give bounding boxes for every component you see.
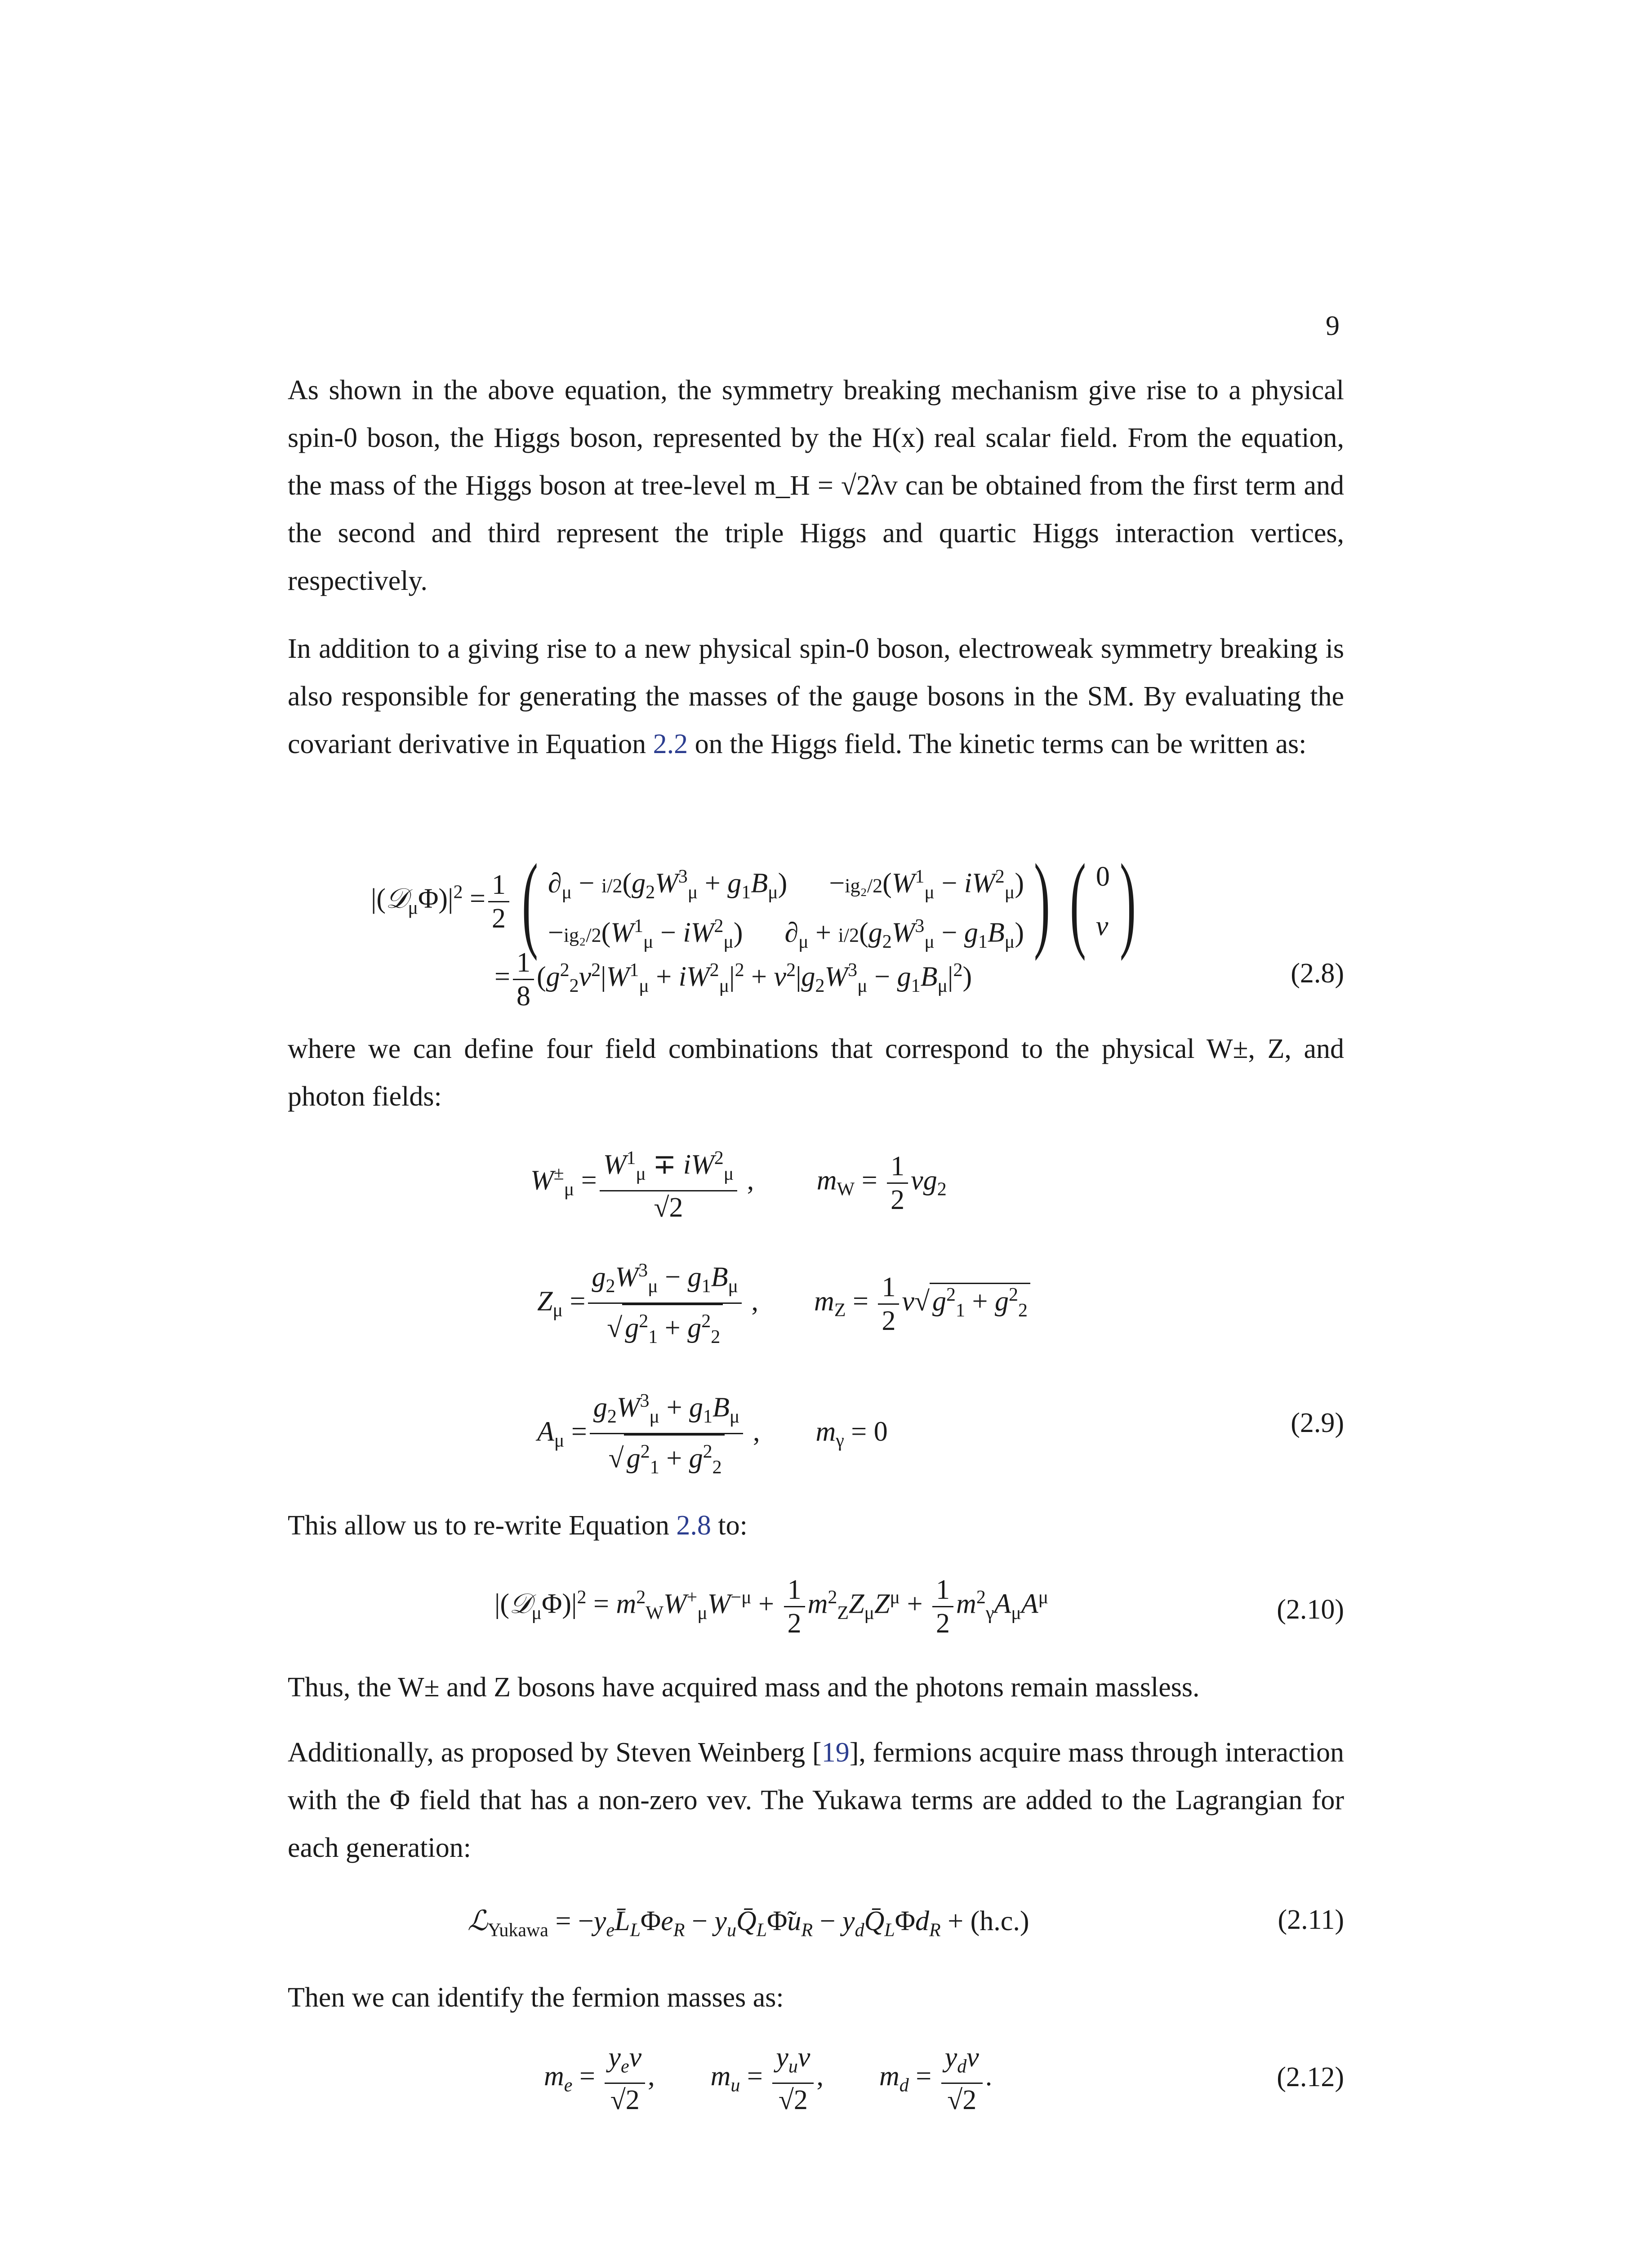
paragraph-text: Additionally, as proposed by Steven Weinberg [ [288, 1737, 822, 1768]
paragraph-field-combinations [288, 1025, 1344, 1120]
paragraph-fermion-masses [288, 1974, 1344, 2021]
paragraph-text: Then we can identify the fermion masses as: [288, 1982, 784, 2013]
paragraph-massless-photon [288, 1664, 1344, 1711]
paragraph-yukawa [288, 1729, 1344, 1872]
equation-2-10-body: $|(𝒟_\mu\Phi)|^2 = m^2_WW^+_\mu W^{-\mu}$ + $\frac{1}{2}$ $m^2_ZZ_\mu Z^\mu$ + $\frac{1}{2}$ $m^2_\gamma A_\mu A^\mu$ [494, 1574, 1049, 1639]
equation-2-8-line1: $|(𝒟_\mu\Phi)|^2$ = $\frac{1}{2}$ ( $\partial_\mu - i/2(g_2W^3_\mu + g_1B_\mu)$ $-ig_2/2(W^1_\mu - iW^2_\mu)$ $-ig_2/2(W^1_\mu - iW^2_\mu)$ $\partial_\mu + i/2(g_2W^3_\mu - g_1B_\mu)$ ) ( 0 v ) [371, 842, 1136, 961]
equation-2-11 [288, 1897, 1344, 1951]
equation-2-10 [288, 1569, 1344, 1650]
equation-2-12-body: $m_e$ = $\frac{y_ev}{√2}$ , $m_u$ = $\frac{y_uv}{√2}$ , $m_d$ = $\frac{y_dv}{√2}$ . [544, 2042, 993, 2116]
equation-reference-link[interactable]: 2.2 [653, 729, 688, 759]
paragraph-text: As shown in the above equation, the symmetry breaking mechanism give rise to a physical spin-0 boson, the Higgs boson, represented by the H(x) real scalar field. From the equation, the mass of the Higgs boson at tree-level m_H = √2λv can be obtained from the first term and the second and third represent the triple Higgs and quartic Higgs interaction vertices, respectively. [288, 375, 1344, 596]
equation-z-boson: $Z_\mu$ = $\frac{g_2W^3_\mu - g_1B_\mu}{√g^2_1 + g^2_2}$ , $m_Z$ = $\frac{1}{2}$ $v√g^2_1 + g^2_2$ [537, 1254, 1030, 1353]
equation-photon: $A_\mu$ = $\frac{g_2W^3_\mu + g_1B_\mu}{√g^2_1 + g^2_2}$ , $m_\gamma = 0$ [537, 1385, 888, 1484]
paragraph-higgs-mass [288, 366, 1344, 605]
equation-2-9 [288, 1133, 1344, 1493]
paragraph-gauge-masses [288, 625, 1344, 768]
equation-number: (2.8) [1291, 958, 1344, 989]
equation-reference-link[interactable]: 2.8 [676, 1510, 711, 1541]
paragraph-text: Thus, the W± and Z bosons have acquired mass and the photons remain massless. [288, 1672, 1200, 1703]
equation-number: (2.12) [1277, 2062, 1344, 2092]
paragraph-text: This allow us to re-write Equation [288, 1510, 677, 1541]
equation-number: (2.11) [1278, 1905, 1344, 1935]
page-number: 9 [1326, 311, 1340, 341]
paragraph-text: to: [711, 1510, 748, 1541]
equation-number: (2.10) [1277, 1594, 1344, 1625]
equation-number: (2.9) [1291, 1408, 1344, 1438]
equation-2-11-body: ℒ$_{Yukawa}$ = $-y_eL̄_L\Phi e_R$ − $y_uQ̄_L\Phĩu_R$ − $y_dQ̄_L\Phi d_R + (h.c.)$ [468, 1906, 1029, 1941]
paragraph-text: In addition to a giving rise to a new physical spin-0 boson, electroweak symmetry breaking is also responsible for generating the masses of the gauge bosons in the SM. By evaluating the covariant derivative in Equation [288, 633, 1344, 759]
equation-2-8-line2: = $\frac{1}{8}$ $(g^2_2v^2|W^1_\mu + iW^2_\mu|^2 + v^2|g_2W^3_\mu - g_1B_\mu|^2)$ [494, 947, 972, 1012]
equation-2-8 [288, 823, 1344, 1012]
equation-2-12 [288, 2037, 1344, 2127]
paragraph-text: ], fermions acquire mass through interaction with the Φ field that has a non-zero vev. The Yukawa terms are added to the Lagrangian for each generation: [288, 1737, 1344, 1863]
paragraph-rewrite [288, 1502, 1344, 1549]
equation-w-boson: $W^\pm_\mu$ = $\frac{W^1_\mu \mp iW^2_\mu}{√2}$ , $m_W$ = $\frac{1}{2}$ $vg_2$ [530, 1142, 947, 1224]
citation-link[interactable]: 19 [821, 1737, 850, 1768]
paragraph-text: where we can define four field combinations that correspond to the physical W±, Z, and photon fields: [288, 1034, 1344, 1112]
paragraph-text: on the Higgs field. The kinetic terms can be written as: [688, 729, 1307, 759]
